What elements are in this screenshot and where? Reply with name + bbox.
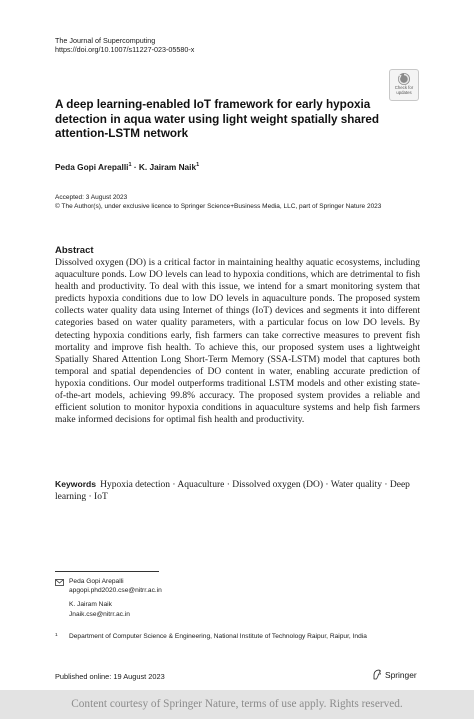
publisher-name: Springer — [385, 669, 417, 680]
contact-email[interactable]: Jnaik.cse@nitrr.ac.in — [69, 610, 130, 618]
envelope-icon — [55, 579, 64, 586]
author-affiliation-mark: 1 — [128, 162, 132, 169]
badge-line-2: updates — [396, 89, 412, 95]
affiliation — [55, 632, 420, 641]
journal-name: The Journal of Supercomputing — [55, 36, 156, 45]
author-list — [55, 162, 199, 172]
paper-title: A deep learning-enabled IoT framework for early hypoxia detection in aqua water using light weight spatially shared attention-LSTM network — [55, 98, 380, 141]
journal-header — [55, 36, 194, 55]
keywords — [55, 478, 420, 503]
keywords-list: Hypoxia detection · Aquaculture · Dissolved oxygen (DO) · Water quality · Deep learning · IoT — [55, 480, 410, 503]
publisher-logo[interactable] — [372, 669, 417, 680]
author-name[interactable]: Peda Gopi Arepalli — [55, 162, 129, 172]
abstract-text: Dissolved oxygen (DO) is a critical factor in maintaining healthy aquatic ecosystems, including aquaculture ponds. Low DO levels can lead to hypoxia conditions, which are detrimental to fish health and productivity. To deal with this issue, we intend for a smart monitoring system that predicts hypoxia conditions due to low DO levels in aquaculture ponds. The proposed system collects water quality data using Internet of things (IoT) devices and segments it into different categories based on water quality parameters, with a particular focus on low DO levels. By detecting hypoxia conditions early, fish farmers can take corrective measures to prevent fish mortality and improve fish health. To achieve this, our proposed system uses a lightweight Spatially Shared Attention Long Short-Term Memory (SSA-LSTM) model that captures both temporal and spatial dependencies of DO content in water, enabling accurate prediction of hypoxia conditions. Our model outperforms traditional LSTM models and other existing state-of-the-art models, achieving 99.8% accuracy. The proposed system provides a reliable and efficient solution to monitor hypoxia conditions in aquaculture systems and help fish farmers make informed decisions for optimal fish health and productivity. — [55, 258, 420, 426]
contact-name: K. Jairam Naik — [69, 601, 112, 609]
contact-entry — [69, 577, 162, 595]
check-for-updates-badge[interactable] — [389, 69, 419, 101]
accepted-date: Accepted: 3 August 2023 — [55, 194, 128, 201]
publication-dates — [55, 194, 420, 211]
published-online-date: Published online: 19 August 2023 — [55, 672, 165, 681]
author-affiliation-mark: 1 — [196, 162, 200, 169]
affiliation-text: Department of Computer Science & Engineering, National Institute of Technology Raipur, Raipur, India — [69, 633, 367, 640]
courtesy-banner: Content courtesy of Springer Nature, terms of use apply. Rights reserved. — [0, 690, 474, 719]
contact-name: Peda Gopi Arepalli — [69, 578, 124, 585]
springer-horse-logo-icon — [372, 669, 382, 680]
footnote-divider — [55, 571, 159, 572]
corresponding-contacts — [55, 577, 162, 619]
keywords-label: Keywords — [55, 479, 97, 489]
abstract-heading: Abstract — [55, 245, 94, 256]
copyright-notice: © The Author(s), under exclusive licence to Springer Science+Business Media, LLC, part of Springer Nature 2023 — [55, 202, 382, 210]
doi-link[interactable]: https://doi.org/10.1007/s11227-023-05580-x — [55, 45, 195, 55]
badge-line-1: Check for — [394, 85, 414, 90]
check-for-updates-icon — [397, 72, 411, 86]
author-name[interactable]: K. Jairam Naik — [138, 162, 197, 172]
contact-entry — [69, 600, 162, 618]
author-separator: · — [131, 162, 139, 172]
affiliation-number: 1 — [55, 633, 58, 638]
contact-email[interactable]: apgopi.phd2020.cse@nitrr.ac.in — [69, 587, 162, 595]
